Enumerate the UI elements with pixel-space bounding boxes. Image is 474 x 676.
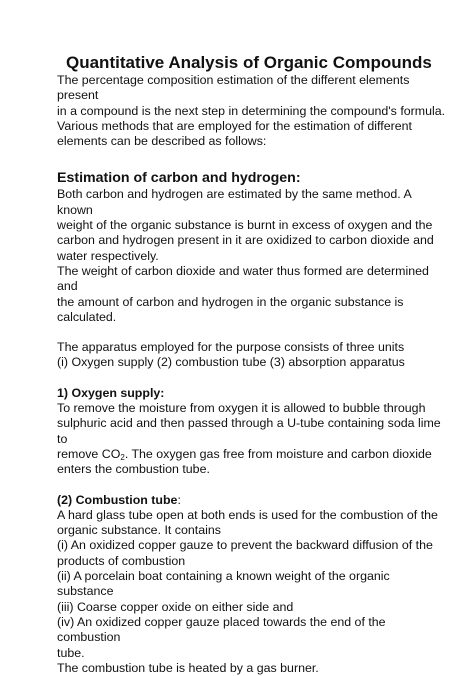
section-heading-carbon-hydrogen: Estimation of carbon and hydrogen: xyxy=(57,170,301,187)
text-continuation: . The oxygen gas free from moisture and carbon dioxide xyxy=(124,446,432,461)
text-line: The percentage composition estimation of the different elements present xyxy=(57,73,410,103)
combustion-paragraph xyxy=(57,508,447,676)
intro-paragraph xyxy=(57,73,447,149)
text-line: carbon and hydrogen present in it are oxidized to carbon dioxide and xyxy=(57,233,434,248)
text-line: organic substance. It contains xyxy=(57,523,221,538)
oxygen-paragraph xyxy=(57,401,447,477)
combustion-heading-text: (2) Combustion tube xyxy=(57,492,178,507)
text-line-with-formula xyxy=(57,447,447,462)
list-item-continuation: tube. xyxy=(57,645,85,660)
document-title: Quantitative Analysis of Organic Compounds xyxy=(66,53,432,72)
text-line: The apparatus employed for the purpose consists of three units xyxy=(57,340,405,355)
text-line: Both carbon and hydrogen are estimated by the same method. A known xyxy=(57,187,412,217)
section-heading-oxygen-supply: 1) Oxygen supply: xyxy=(57,385,165,400)
text-line: enters the combustion tube. xyxy=(57,462,210,477)
text-line: in a compound is the next step in determining the compound's formula. xyxy=(57,103,446,118)
list-item: (iv) An oxidized copper gauze placed towards the end of the combustion xyxy=(57,614,386,645)
apparatus-paragraph xyxy=(57,340,447,371)
text-line: calculated. xyxy=(57,309,117,324)
list-item: (ii) A porcelain boat containing a known weight of the organic substance xyxy=(57,569,390,599)
text-line: the amount of carbon and hydrogen in the organic substance is xyxy=(57,294,404,309)
carbon-paragraph-2 xyxy=(57,264,447,325)
list-item: (i) An oxidized copper gauze to prevent the backward diffusion of the xyxy=(57,538,433,553)
text-line: To remove the moisture from oxygen it is allowed to bubble through xyxy=(57,401,426,416)
text-line: weight of the organic substance is burnt in excess of oxygen and the xyxy=(57,218,433,233)
list-item: (iii) Coarse copper oxide on either side and xyxy=(57,599,294,614)
text-line: The combustion tube is heated by a gas burner. xyxy=(57,660,319,675)
text-line: elements can be described as follows: xyxy=(57,134,267,149)
section-heading-combustion-tube xyxy=(57,493,447,508)
text-line: (i) Oxygen supply (2) combustion tube (3) absorption apparatus xyxy=(57,355,405,370)
combustion-heading-colon: : xyxy=(177,492,181,507)
text-line: The weight of carbon dioxide and water thus formed are determined and xyxy=(57,263,429,294)
document-page xyxy=(57,52,447,676)
text-line: water respectively. xyxy=(57,248,159,263)
formula-subscript: 2 xyxy=(120,452,125,462)
list-item-continuation: products of combustion xyxy=(57,553,186,568)
text-line: sulphuric acid and then passed through a U-tube containing soda lime to xyxy=(57,416,441,446)
text-line: Various methods that are employed for the estimation of different xyxy=(57,118,412,133)
formula-text: remove CO xyxy=(57,446,121,461)
carbon-paragraph-1 xyxy=(57,187,447,263)
text-line: A hard glass tube open at both ends is used for the combustion of the xyxy=(57,507,438,522)
